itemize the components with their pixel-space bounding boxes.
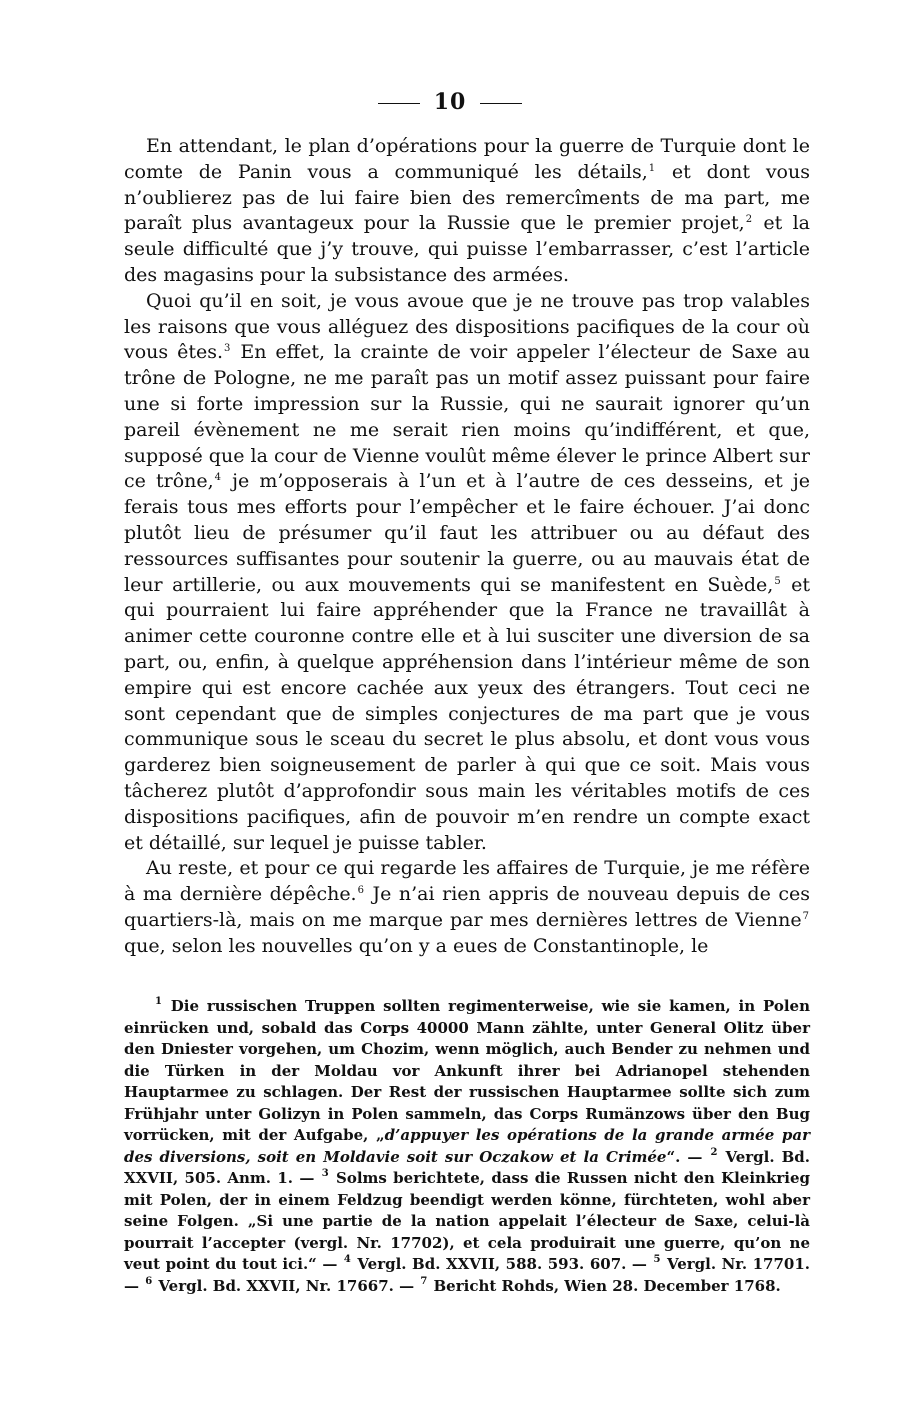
- text-run: Au reste, et pour ce qui regarde les affaires de Turquie, je me réfère à ma dernière dépêche.: [124, 857, 810, 906]
- footnote-mark-5: 5: [653, 1254, 661, 1265]
- footnote-text: Vergl. Bd. XXVII, Nr. 17667. —: [153, 1276, 420, 1295]
- text-run: En attendant, le plan d’opérations pour la guerre de Turquie dont le comte de Panin vous a communiqué les détails,: [124, 135, 810, 183]
- text-run: En effet, la crainte de voir appeler l’électeur de Saxe au trône de Pologne, ne me paraît pas un motif assez puissant pour faire une si forte impression sur la Russie, qui ne saurait ignorer qu’un pareil évènement ne me serait rien moins qu’indifférent, et que, supposé que la cour de Vienne voulût même élever le prince Albert sur ce trône,: [124, 341, 810, 493]
- footnote-ref-7: 7: [802, 910, 809, 922]
- footnote-ref-3: 3: [224, 343, 231, 355]
- main-text: [124, 134, 810, 960]
- footnote-mark-3: 3: [321, 1168, 329, 1179]
- footnote-mark-7: 7: [420, 1275, 428, 1287]
- footnote-mark-2: 2: [710, 1146, 718, 1158]
- footnote-text: “. —: [666, 1147, 710, 1166]
- footnote-text: Vergl. Bd. XXVII, 505. Anm. 1. —: [124, 1147, 811, 1187]
- footnote-mark-4: 4: [343, 1254, 351, 1265]
- footnote-text: Solms berichtete, dass die Russen nicht den Kleinkrieg mit Polen, der in einem Feldzug beendigt werden könne, fürchteten, wohl aber seine Folgen. „Si une partie de la nation appelait l’électeur de Saxe, celui-là pourrait l’accepter (vergl. Nr. 17702), et cela produirait une guerre, qu’on ne veut point du tout ici.“ —: [124, 1169, 810, 1273]
- footnote-mark-1: 1: [155, 996, 162, 1007]
- footnote-ref-4: 4: [214, 472, 222, 484]
- page-number: 10: [433, 89, 467, 115]
- text-run: Quoi qu’il en soit, je vous avoue que je ne trouve pas trop valables les raisons que vous alléguez des dispositions pacifiques de la cour où vous êtes.: [124, 289, 810, 364]
- footnote-text: Bericht Rohds, Wien 28. December 1768.: [428, 1276, 781, 1295]
- header-rule-right: [480, 103, 522, 104]
- text-run: et la seule difficulté que j’y trouve, qui puisse l’embarrasser, c’est l’article des magasins pour la subsistance des armées.: [124, 212, 810, 286]
- paragraph-2: [124, 289, 810, 857]
- header-rule-left: [378, 103, 420, 104]
- footnotes: [124, 996, 810, 1297]
- text-run: et dont vous n’oublierez pas de lui faire bien des remercîments de ma part, me paraît plus avantageux pour la Russie que le premier projet,: [124, 160, 810, 235]
- text-run: et qui pourraient lui faire appréhender que la France ne travaillât à animer cette couronne contre elle et à lui susciter une diversion de sa part, ou, enfin, à quelque appréhension dans l’intérieur même de son empire qui est encore cachée aux yeux des étrangers. Tout ceci ne sont cependant que de simples conjectures de ma part que je vous communique sous le sceau du secret le plus absolu, et dont vous vous garderez bien soigneusement de parler à qui que ce soit. Mais vous tâcherez plutôt d’approfondir sous main les véritables motifs de ces dispositions pacifiques, afin de pouvoir m’en rendre un compte exact et détaillé, sur lequel je puisse tabler.: [124, 573, 810, 854]
- text-run: je m’opposerais à l’un et à l’autre de ces desseins, et je ferais tous mes efforts pour l’empêcher et le faire échouer. J’ai donc plutôt lieu de présumer qu’il faut les attribuer ou au défaut des ressources suffisantes pour soutenir la guerre, ou au mauvais état de leur artillerie, ou aux mouvements qui se manifestent en Suède,: [124, 470, 810, 596]
- footnote-text: Vergl. Nr. 17701. —: [124, 1255, 810, 1295]
- footnote-ref-6: 6: [357, 885, 364, 897]
- footnote-text: Die russischen Truppen sollten regimenterweise, wie sie kamen, in Polen einrücken und, sobald das Corps 40000 Mann zählte, unter General Olitz über den Dniester vorgehen, um Chozim, wenn möglich, auch Bender zu nehmen und die Türken in der Moldau vor Ankunft ihrer bei Adrianopel stehenden Hauptarmee zu schlagen. Der Rest der russischen Hauptarmee sollte sich zum Frühjahr unter Golizyn in Polen sammeln, das Corps Rumänzows über den Bug vorrücken, mit der Aufgabe, „: [124, 997, 810, 1144]
- footnote-text: Vergl. Bd. XXVII, 588. 593. 607. —: [351, 1255, 653, 1273]
- page-header: [0, 88, 900, 117]
- footnote-mark-6: 6: [145, 1275, 153, 1287]
- footnote-ref-1: 1: [648, 162, 656, 174]
- text-run: Je n’ai rien appris de nouveau depuis de ces quartiers-là, mais on me marque par mes dernières lettres de Vienne: [124, 883, 811, 931]
- text-run: que, selon les nouvelles qu’on y a eues de Constantinople, le: [124, 934, 709, 957]
- footnote-ref-2: 2: [745, 214, 753, 226]
- footnote-ref-5: 5: [774, 575, 781, 587]
- paragraph-3: [124, 856, 810, 959]
- paragraph-1: [124, 134, 810, 289]
- footnote-block: [124, 996, 810, 1297]
- footnote-french-quote: d’appuyer les opérations de la grande armée par des diversions, soit en Moldavie soit sur Oczakow et la Crimée: [124, 1126, 810, 1166]
